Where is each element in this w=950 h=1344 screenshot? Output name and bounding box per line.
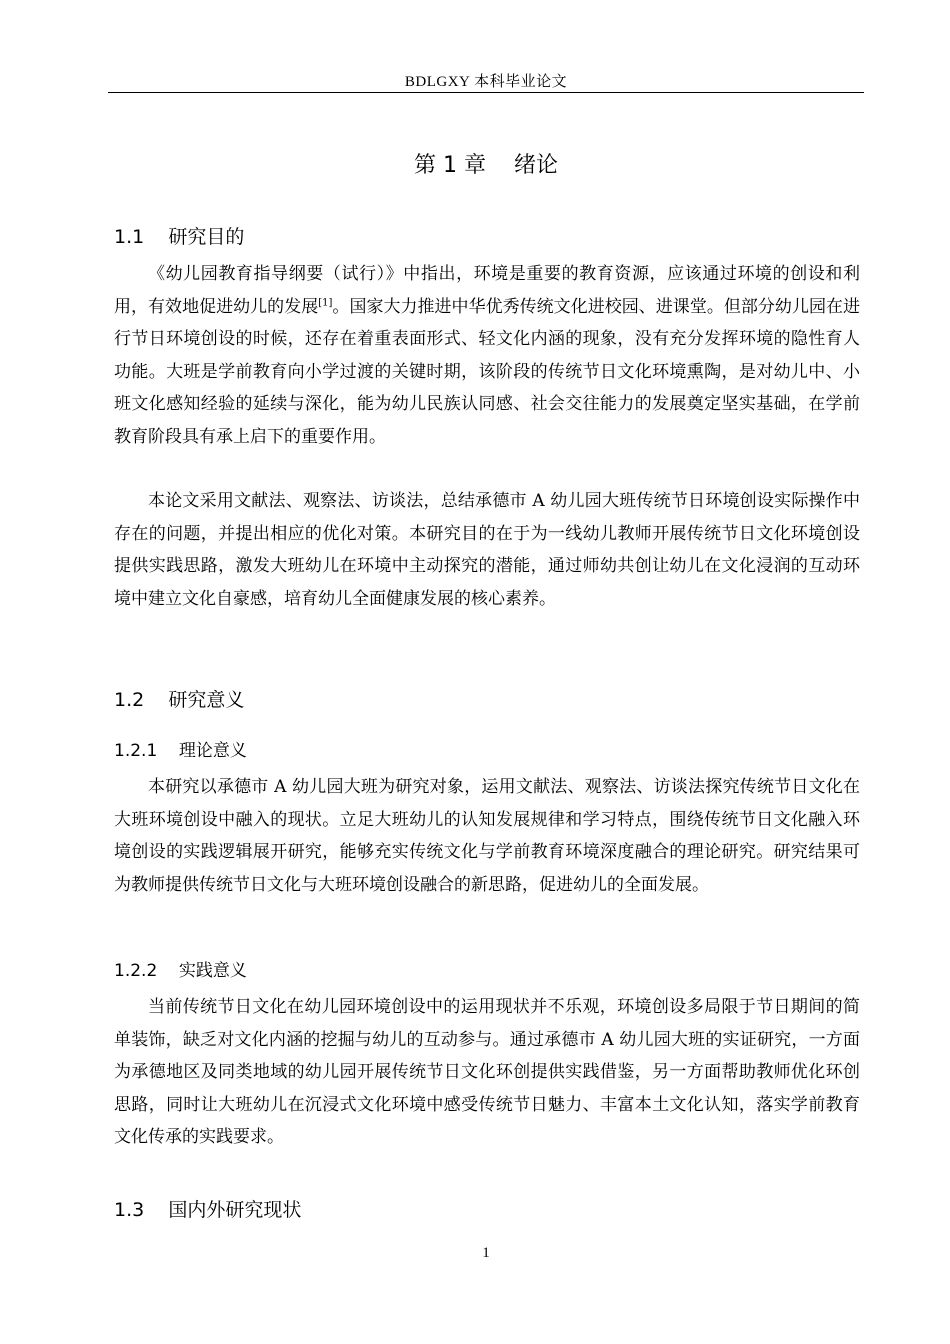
- header-rule: [108, 92, 864, 93]
- chapter-title: 第 1 章 绪论: [414, 153, 558, 178]
- section-heading-1-2: 1.2 研究意义: [114, 689, 245, 711]
- paragraph-theoretical-significance: 本研究以承德市 A 幼儿园大班为研究对象，运用文献法、观察法、访谈法探究传统节日文化在大班环境创设中融入的现状。立足大班幼儿的认知发展规律和学习特点，围绕传统节日文化融入环境创设的实践逻辑展开研究，能够充实传统文化与学前教育环境深度融合的理论研究。研究结果可为教师提供传统节日文化与大班环境创设融合的新思路，促进幼儿的全面发展。: [114, 777, 860, 895]
- paragraph-text: 。国家大力推进中华优秀传统文化进校园、进课堂。但部分幼儿园在进行节日环境创设的时候，还存在着重表面形式、轻文化内涵的现象，没有充分发挥环境的隐性育人功能。大班是学前教育向小学过渡的关键时期，该阶段的传统节日文化环境熏陶，是对幼儿中、小班文化感知经验的延续与深化，能为幼儿民族认同感、社会交往能力的发展奠定坚实基础，在学前教育阶段具有承上启下的重要作用。: [114, 296, 861, 447]
- running-header: BDLGXY 本科毕业论文: [404, 74, 568, 90]
- subsection-heading-1-2-2: 1.2.2 实践意义: [114, 961, 247, 981]
- paragraph-research-purpose-1: [114, 258, 860, 454]
- paragraph-text: 《幼儿园教育指导纲要（试行）》中指出，环境是重要的教育资源，应该通过环境的创设和利用，有效地促进幼儿的发展: [114, 264, 860, 317]
- page-number: 1: [482, 1245, 490, 1261]
- paragraph-practical-significance: 当前传统节日文化在幼儿园环境创设中的运用现状并不乐观，环境创设多局限于节日期间的简单装饰，缺乏对文化内涵的挖掘与幼儿的互动参与。通过承德市 A 幼儿园大班的实证研究，一方面为承德地区及同类地域的幼儿园开展传统节日文化环创提供实践借鉴，另一方面帮助教师优化环创思路，同时让大班幼儿在沉浸式文化环境中感受传统节日魅力、丰富本土文化认知，落实学前教育文化传承的实践要求。: [114, 997, 860, 1148]
- section-heading-1-1: 1.1 研究目的: [114, 226, 245, 248]
- subsection-heading-1-2-1: 1.2.1 理论意义: [114, 741, 247, 761]
- paragraph-research-purpose-2: 本论文采用文献法、观察法、访谈法，总结承德市 A 幼儿园大班传统节日环境创设实际操作中存在的问题，并提出相应的优化对策。本研究目的在于为一线幼儿教师开展传统节日文化环境创设提供实践思路，激发大班幼儿在环境中主动探究的潜能，通过师幼共创让幼儿在文化浸润的互动环境中建立文化自豪感，培育幼儿全面健康发展的核心素养。: [114, 491, 860, 609]
- section-heading-1-3: 1.3 国内外研究现状: [114, 1199, 302, 1221]
- citation-ref: [1]: [318, 296, 333, 308]
